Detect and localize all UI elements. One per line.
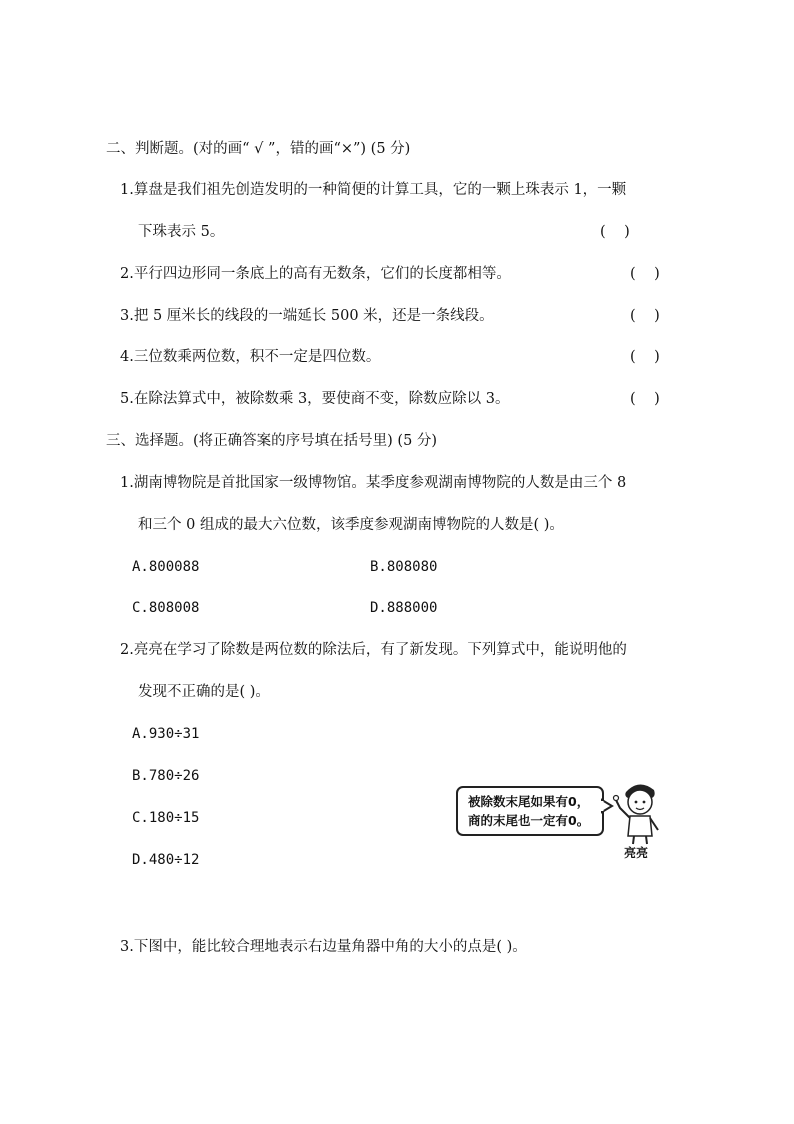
choice-q1-option-a[interactable]: A.800088 xyxy=(132,559,200,575)
choice-q3-line1: 3.下图中，能比较合理地表示右边量角器中角的大小的点是( )。 xyxy=(120,939,527,955)
bubble-line-1: 被除数末尾如果有0， xyxy=(468,794,590,809)
section2-heading: 二、判断题。(对的画“ √ ”，错的画“×”) (5 分) xyxy=(106,141,411,157)
judge-q1-blank[interactable]: ( ) xyxy=(600,224,630,240)
judge-q3: 3.把 5 厘米长的线段的一端延长 500 米，还是一条线段。 xyxy=(120,308,494,324)
character-name-label: 亮亮 xyxy=(624,846,649,860)
judge-q5: 5.在除法算式中，被除数乘 3，要使商不变，除数应除以 3。 xyxy=(120,391,510,407)
choice-q2-option-d[interactable]: D.480÷12 xyxy=(132,852,200,868)
choice-q2-option-c[interactable]: C.180÷15 xyxy=(132,810,200,826)
choice-q2-line1: 2.亮亮在学习了除数是两位数的除法后，有了新发现。下列算式中，能说明他的 xyxy=(120,642,627,658)
judge-q3-blank[interactable]: ( ) xyxy=(630,308,660,324)
choice-q1-option-b[interactable]: B.808080 xyxy=(370,559,438,575)
judge-q1-line2: 下珠表示 5。 xyxy=(138,224,225,240)
bubble-line-2: 商的末尾也一定有0。 xyxy=(468,813,590,828)
choice-q2-option-b[interactable]: B.780÷26 xyxy=(132,768,200,784)
judge-q5-blank[interactable]: ( ) xyxy=(630,391,660,407)
judge-q2-blank[interactable]: ( ) xyxy=(630,266,660,282)
choice-q1-option-c[interactable]: C.808008 xyxy=(132,600,200,616)
choice-q1-line2: 和三个 0 组成的最大六位数，该季度参观湖南博物院的人数是( )。 xyxy=(138,517,564,533)
judge-q2: 2.平行四边形同一条底上的高有无数条，它们的长度都相等。 xyxy=(120,266,511,282)
speech-bubble xyxy=(456,786,604,836)
section3-heading: 三、选择题。(将正确答案的序号填在括号里) (5 分) xyxy=(106,433,438,449)
choice-q1-option-d[interactable]: D.888000 xyxy=(370,600,438,616)
judge-q4: 4.三位数乘两位数，积不一定是四位数。 xyxy=(120,349,381,365)
judge-q1-line1: 1.算盘是我们祖先创造发明的一种简便的计算工具，它的一颗上珠表示 1，一颗 xyxy=(120,182,627,198)
choice-q2-line2: 发现不正确的是( )。 xyxy=(138,684,270,700)
judge-q4-blank[interactable]: ( ) xyxy=(630,349,660,365)
choice-q1-line1: 1.湖南博物院是首批国家一级博物馆。某季度参观湖南博物院的人数是由三个 8 xyxy=(120,475,627,491)
choice-q2-option-a[interactable]: A.930÷31 xyxy=(132,726,200,742)
